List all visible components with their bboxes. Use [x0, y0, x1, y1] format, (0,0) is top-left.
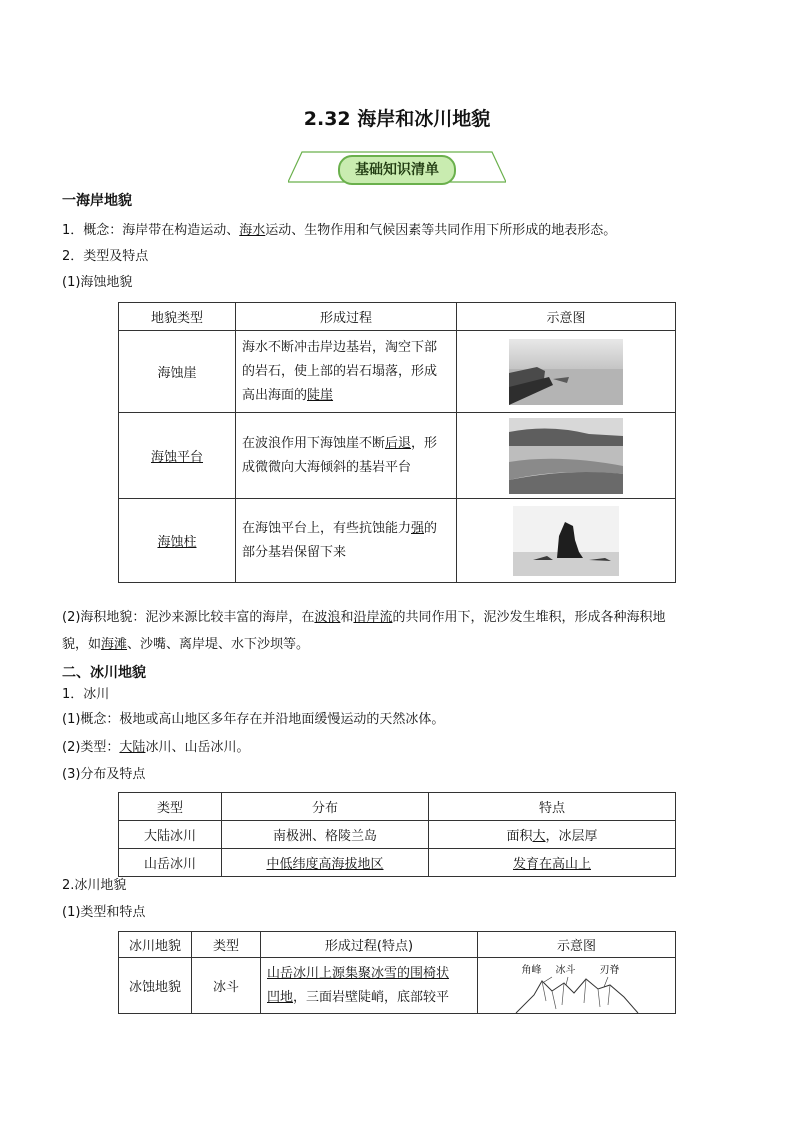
deposition-line-2: 貌，如海滩、沙嘴、离岸堤、水下沙坝等。	[62, 637, 310, 652]
th-process: 形成过程	[236, 303, 457, 331]
th-features: 特点	[429, 793, 676, 821]
label-cirque: 冰斗	[555, 964, 576, 976]
deposition-line-1: (2)海积地貌：泥沙来源比较丰富的海岸，在波浪和沿岸流的共同作用下，泥沙发生堆积，形成各种海积地	[62, 610, 666, 625]
th-diagram: 示意图	[457, 303, 676, 331]
th-type: 类型	[192, 932, 261, 958]
page-title: 2.32 海岸和冰川地貌	[303, 108, 491, 130]
cell-dist: 中低纬度高海拔地区	[222, 849, 429, 877]
cell-photo	[457, 331, 676, 413]
cell-process: 山岳冰川上源集聚冰雪的围椅状 凹地，三面岩壁陡峭，底部较平	[261, 958, 478, 1014]
cell-feat: 面积大，冰层厚	[429, 821, 676, 849]
table-row	[119, 413, 676, 499]
platform-photo	[509, 418, 623, 494]
cell-photo	[457, 499, 676, 583]
cell-name: 海蚀平台	[119, 413, 236, 499]
glacier-heading: 1．冰川	[62, 687, 110, 702]
glacier-concept: (1)概念：极地或高山地区多年存在并沿地面缓慢运动的天然冰体。	[62, 712, 445, 727]
table-row	[119, 821, 676, 849]
coast-concept: 1．概念：海岸带在构造运动、海水运动、生物作用和气候因素等共同作用下所形成的地表形态。	[62, 223, 617, 238]
table-row	[119, 331, 676, 413]
th-process: 形成过程(特点)	[261, 932, 478, 958]
th-diagram: 示意图	[478, 932, 676, 958]
sea-stack-photo	[513, 506, 619, 576]
cell-type: 山岳冰川	[119, 849, 222, 877]
th-type: 类型	[119, 793, 222, 821]
table-row	[119, 958, 676, 1014]
cell-type: 冰斗	[192, 958, 261, 1014]
cell-process: 海水不断冲击岸边基岩，淘空下部 的岩石，使上部的岩石塌落，形成 高出海面的陡崖	[236, 331, 457, 413]
glacier-types: (2)类型：大陆冰川、山岳冰川。	[62, 740, 250, 755]
table-row	[119, 849, 676, 877]
cell-landform: 冰蚀地貌	[119, 958, 192, 1014]
label-arete: 刃脊	[599, 964, 620, 976]
glacier-table	[118, 792, 676, 877]
th-landform: 冰川地貌	[119, 932, 192, 958]
cell-name: 海蚀柱	[119, 499, 236, 583]
table-row	[119, 499, 676, 583]
th-type: 地貌类型	[119, 303, 236, 331]
glacial-landform-table	[118, 931, 676, 1014]
cell-name: 海蚀崖	[119, 331, 236, 413]
distribution-heading: (3)分布及特点	[62, 767, 146, 782]
coast-types: 2．类型及特点	[62, 249, 149, 264]
section-banner: 基础知识清单	[338, 155, 456, 185]
cirque-sketch	[512, 973, 642, 1013]
cell-diagram	[478, 958, 676, 1014]
cliff-photo	[509, 339, 623, 405]
cell-process: 在海蚀平台上，有些抗蚀能力强的 部分基岩保留下来	[236, 499, 457, 583]
th-distribution: 分布	[222, 793, 429, 821]
cell-process: 在波浪作用下海蚀崖不断后退，形 成微微向大海倾斜的基岩平台	[236, 413, 457, 499]
cell-type: 大陆冰川	[119, 821, 222, 849]
landform-types-heading: (1)类型和特点	[62, 905, 146, 920]
label-horn: 角峰	[521, 964, 542, 976]
cell-photo	[457, 413, 676, 499]
erosion-table	[118, 302, 676, 583]
heading-coast: 一海岸地貌	[62, 193, 132, 209]
landforms-heading: 2.冰川地貌	[62, 878, 127, 893]
cell-dist: 南极洲、格陵兰岛	[222, 821, 429, 849]
heading-glacier: 二、冰川地貌	[62, 665, 146, 681]
erosion-heading: (1)海蚀地貌	[62, 275, 133, 290]
cell-feat: 发育在高山上	[429, 849, 676, 877]
